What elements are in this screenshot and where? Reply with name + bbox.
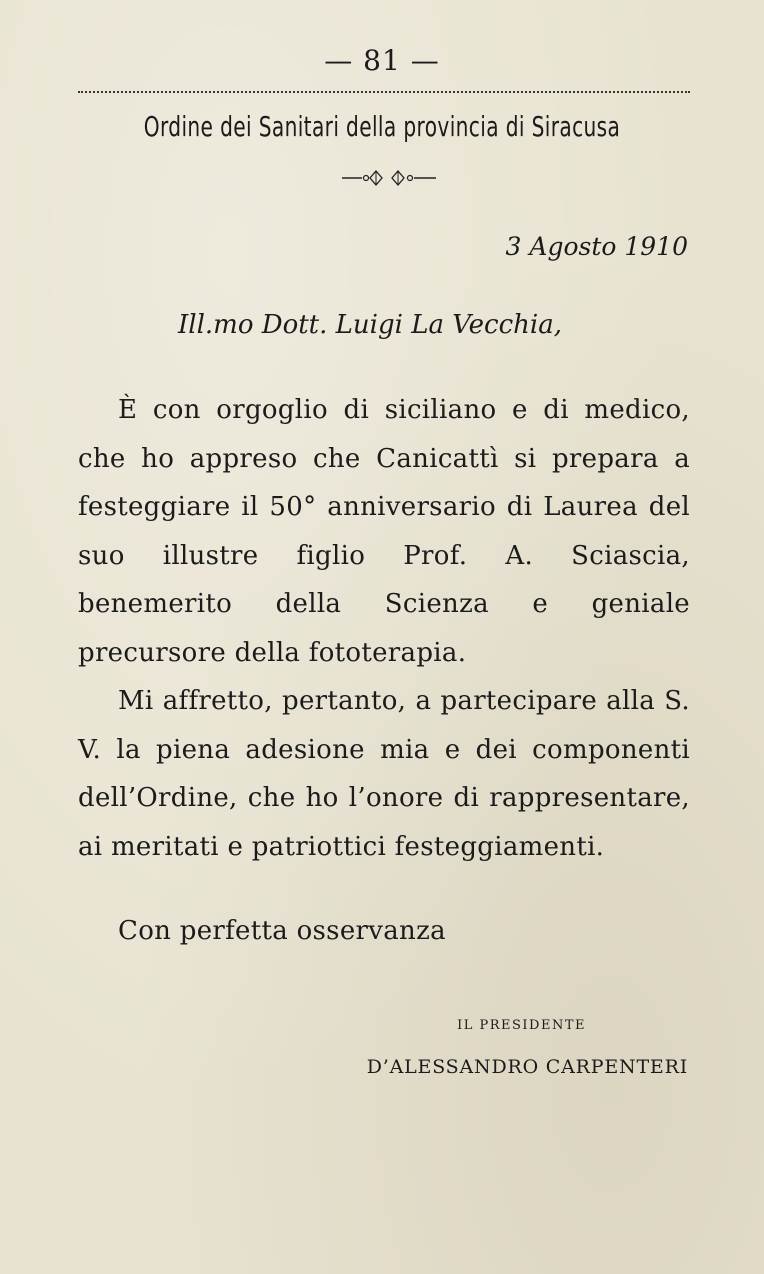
closing-line: Con perfetta osservanza	[118, 916, 446, 946]
signature-name: D’ALESSANDRO CARPENTERI	[366, 1056, 688, 1078]
paragraph: Mi affretto, pertanto, a partecipare alla S. V. la piena adesione mia e dei componenti dell’Ordine, che ho l’onore di rappresentare, ai meritati e patriottici festeggiamenti.	[78, 686, 690, 862]
paragraph: È con orgoglio di siciliano e di medico, che ho appreso che Canicattì si prepara a festeggiare il 50° anniversario di Laurea del suo illustre figlio Prof. A. Sciascia, benemerito della Scienza e geniale precursore della fototerapia.	[78, 395, 690, 668]
page-number: — 81 —	[324, 44, 440, 77]
salutation: Ill.mo Dott. Luigi La Vecchia,	[178, 310, 562, 340]
letter-date: 3 Agosto 1910	[505, 232, 688, 261]
header-dotted-rule	[78, 91, 690, 93]
letter-heading: Ordine dei Sanitari della provincia di Siracusa	[143, 110, 621, 143]
signature-role: IL PRESIDENTE	[457, 1018, 586, 1033]
letter-body	[78, 386, 690, 871]
ornament-divider-icon	[340, 168, 440, 188]
